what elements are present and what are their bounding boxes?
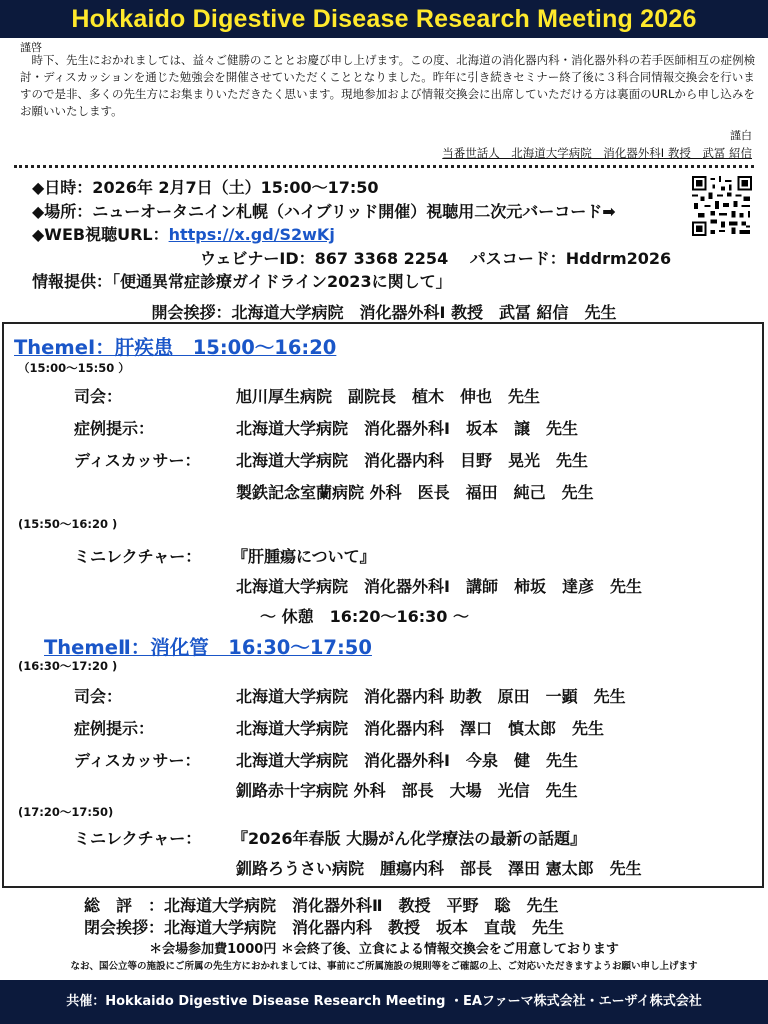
theme2-case-role: 症例提示： [74, 719, 155, 738]
theme2-case: 北海道大学病院 消化器内科 澤口 慎太郎 先生 [236, 719, 605, 738]
theme1-chair: 旭川厚生病院 副院長 植木 伸也 先生 [236, 387, 541, 406]
theme2-session2-time: (17:20～17:50) [18, 805, 114, 819]
theme1-session2-time: (15:50～16:20 ) [18, 517, 118, 531]
theme1-chair-role: 司会： [74, 387, 123, 406]
greeting-body: 時下、先生におかれましては、益々ご健勝のこととお慶び申し上げます。この度、北海道の消化器内科・消化器外科の若手医師相互の症例検討・ディスカッションを通じた勉強会を開催させていただくこととなりました。昨年に引き続きセミナー終了後に３科合同情報交換会を行いますので是非、多くの先生方にお集まりいただきたく思います。現地参加および情報交換会に出席していただける方は裏面のURLから申し込みをお願いいたします。 [20, 53, 756, 118]
theme2-disc1: 北海道大学病院 消化器外科Ⅰ 今泉 健 先生 [236, 751, 578, 770]
general-review: 総 評 ：北海道大学病院 消化器外科Ⅱ 教授 平野 聡 先生 [84, 896, 559, 915]
web-url-link[interactable]: https://x.gd/S2wKj [168, 225, 335, 244]
greeting-closing: 謹白 [730, 129, 752, 142]
theme2-disc-role: ディスカッサー： [74, 751, 201, 770]
theme2-chair: 北海道大学病院 消化器内科 助教 原田 一顕 先生 [236, 687, 626, 706]
theme1-session1-time: （15:00～15:50 ） [18, 361, 130, 375]
organizer-line: 当番世話人 北海道大学病院 消化器外科Ⅰ 教授 武冨 紹信 [442, 146, 752, 160]
theme2-title: ThemeⅡ：消化管 16:30～17:50 [44, 636, 372, 659]
theme1-disc1: 北海道大学病院 消化器内科 目野 晃光 先生 [236, 451, 589, 470]
break-time: ～ 休憩 16:20～16:30 ～ [260, 607, 470, 626]
event-date: ◆日時：2026年 2月7日（土）15:00～17:50 [32, 178, 379, 197]
qr-code-icon[interactable] [692, 176, 752, 236]
theme1-case-role: 症例提示： [74, 419, 155, 438]
theme2-lecture-role: ミニレクチャー： [74, 829, 202, 848]
theme2-session1-time: (16:30～17:20 ) [18, 659, 118, 673]
theme1-lecturer: 北海道大学病院 消化器外科Ⅰ 講師 柿坂 達彦 先生 [236, 577, 642, 596]
theme1-disc2: 製鉄記念室蘭病院 外科 医長 福田 純己 先生 [236, 483, 594, 502]
event-venue: ◆場所：ニューオータニイン札幌（ハイブリッド開催）視聴用二次元バーコード➡ [32, 202, 616, 221]
theme2-chair-role: 司会： [74, 687, 123, 706]
opening-remarks: 開会挨拶：北海道大学病院 消化器外科Ⅰ 教授 武冨 紹信 先生 [151, 303, 617, 322]
theme2-lecturer: 釧路ろうさい病院 腫瘍内科 部長 澤田 憲太郎 先生 [236, 859, 642, 878]
dotted-divider [14, 165, 754, 168]
closing-remarks: 閉会挨拶：北海道大学病院 消化器内科 教授 坂本 直哉 先生 [84, 918, 565, 937]
info-provision: 情報提供：「便通異常症診療ガイドライン2023に関して」 [32, 272, 452, 291]
greeting-heading: 謹啓 [20, 41, 42, 54]
sponsor-footer: 共催：Hokkaido Digestive Disease Research Meeting ・EAファーマ株式会社・エーザイ株式会社 [0, 980, 768, 1024]
webinar-credentials: ウェビナーID：867 3368 2254 パスコード：Hddrm2026 [200, 249, 672, 268]
page-title: Hokkaido Digestive Disease Research Meeting 2026 [0, 0, 768, 38]
theme1-title: ThemeⅠ：肝疾患 15:00～16:20 [14, 336, 337, 359]
web-url-label: ◆WEB視聴URL： [32, 225, 169, 244]
theme1-lecture-role: ミニレクチャー： [74, 547, 202, 566]
theme2-lecture-title: 『2026年春版 大腸がん化学療法の最新の話題』 [232, 829, 587, 848]
disclaimer-note: なお、国公立等の施設にご所属の先生方におかれましては、事前にご所属施設の規則等をご確認の上、ご対応いただきますようお願い申し上げます [70, 961, 698, 972]
web-url-row [32, 222, 335, 245]
theme1-lecture-title: 『肝腫瘍について』 [232, 547, 376, 566]
fee-note: ＊会場参加費1000円 ＊会終了後、立食による情報交換会をご用意しております [149, 942, 619, 957]
theme2-disc2: 釧路赤十字病院 外科 部長 大場 光信 先生 [236, 781, 578, 800]
theme1-disc-role: ディスカッサー： [74, 451, 201, 470]
program-box [2, 322, 764, 888]
theme1-case: 北海道大学病院 消化器外科Ⅰ 坂本 譲 先生 [236, 419, 578, 438]
